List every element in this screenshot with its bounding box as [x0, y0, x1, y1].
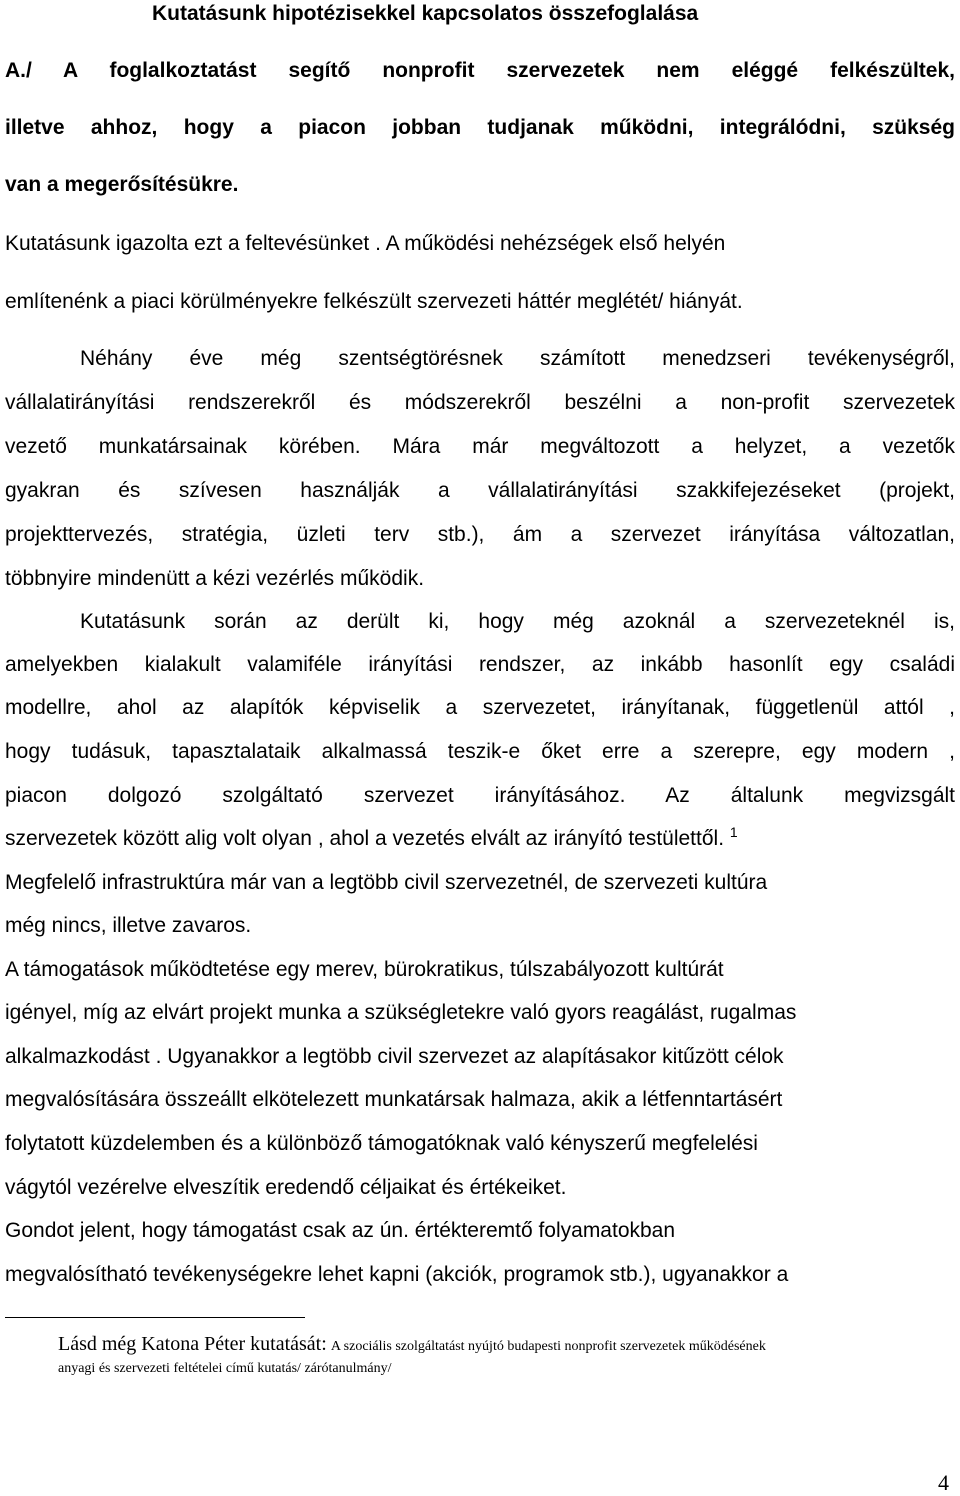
body-line: folytatott küzdelemben és a különböző támogatóknak való kényszerű megfelelési: [5, 1132, 758, 1155]
body-line-with-footnote: [5, 825, 738, 853]
footnote-lead: Lásd még Katona Péter kutatását:: [58, 1333, 327, 1355]
body-line: említenénk a piaci körülményekre felkészült szervezeti háttér meglétét/ hiányát.: [5, 290, 743, 313]
hypothesis-line: A./ A foglalkoztatást segítő nonprofit szervezetek nem eléggé felkészültek,: [5, 59, 955, 82]
hypothesis-line: illetve ahhoz, hogy a piacon jobban tudjanak működni, integrálódni, szükség: [5, 116, 955, 139]
body-line: Néhány éve még szentségtörésnek számított menedzseri tevékenységről,: [80, 347, 955, 370]
body-line: alkalmazkodást . Ugyanakkor a legtöbb civil szervezet az alapításakor kitűzött célok: [5, 1045, 784, 1068]
body-line: modellre, ahol az alapítók képviselik a szervezetet, irányítanak, függetlenül attól ,: [5, 696, 955, 719]
body-line: projekttervezés, stratégia, üzleti terv stb.), ám a szervezet irányítása változatlan,: [5, 523, 955, 546]
footnote-separator: [5, 1317, 305, 1318]
body-line: többnyire mindenütt a kézi vezérlés működik.: [5, 567, 425, 590]
body-line: szervezetek között alig volt olyan , ahol a vezetés elvált az irányító testülettől.: [5, 827, 725, 850]
hypothesis-line: van a megerősítésükre.: [5, 173, 239, 196]
body-line: Kutatásunk során az derült ki, hogy még azoknál a szervezeteknél is,: [80, 610, 955, 633]
body-line: hogy tudásuk, tapasztalataik alkalmassá teszik-e őket erre a szerepre, egy modern ,: [5, 740, 955, 763]
footnote-text: A szociális szolgáltatást nyújtó budapesti nonprofit szervezetek működésének: [330, 1339, 766, 1354]
body-line: vállalatirányítási rendszerekről és módszerekről beszélni a non-profit szervezetek: [5, 391, 955, 414]
footnote: [58, 1331, 766, 1360]
page-number: 4: [938, 1470, 949, 1495]
body-line: gyakran és szívesen használják a vállalatirányítási szakkifejezéseket (projekt,: [5, 479, 955, 502]
page-title: Kutatásunk hipotézisekkel kapcsolatos összefoglalása: [152, 2, 699, 25]
body-line: A támogatások működtetése egy merev, bürokratikus, túlszabályozott kultúrát: [5, 958, 724, 981]
footnote-reference[interactable]: 1: [729, 824, 738, 840]
body-line: vezető munkatársainak körében. Mára már megváltozott a helyzet, a vezetők: [5, 435, 955, 458]
body-line: Gondot jelent, hogy támogatást csak az ún. értékteremtő folyamatokban: [5, 1219, 676, 1242]
body-line: Megfelelő infrastruktúra már van a legtöbb civil szervezetnél, de szervezeti kultúra: [5, 871, 768, 894]
body-line: igényel, míg az elvárt projekt munka a szükségletekre való gyors reagálást, rugalmas: [5, 1001, 797, 1024]
footnote-line: anyagi és szervezeti feltételei című kutatás/ zárótanulmány/: [58, 1361, 392, 1376]
body-line: még nincs, illetve zavaros.: [5, 914, 252, 937]
body-line: vágytól vezérelve elveszítik eredendő céljaikat és értékeiket.: [5, 1176, 567, 1199]
body-line: Kutatásunk igazolta ezt a feltevésünket . A működési nehézségek első helyén: [5, 232, 726, 255]
body-line: megvalósítására összeállt elkötelezett munkatársak halmaza, akik a létfenntartásért: [5, 1088, 783, 1111]
body-line: megvalósítható tevékenységekre lehet kapni (akciók, programok stb.), ugyanakkor a: [5, 1263, 789, 1286]
body-line: piacon dolgozó szolgáltató szervezet irányításához. Az általunk megvizsgált: [5, 784, 955, 807]
body-line: amelyekben kialakult valamiféle irányítási rendszer, az inkább hasonlít egy családi: [5, 653, 955, 676]
